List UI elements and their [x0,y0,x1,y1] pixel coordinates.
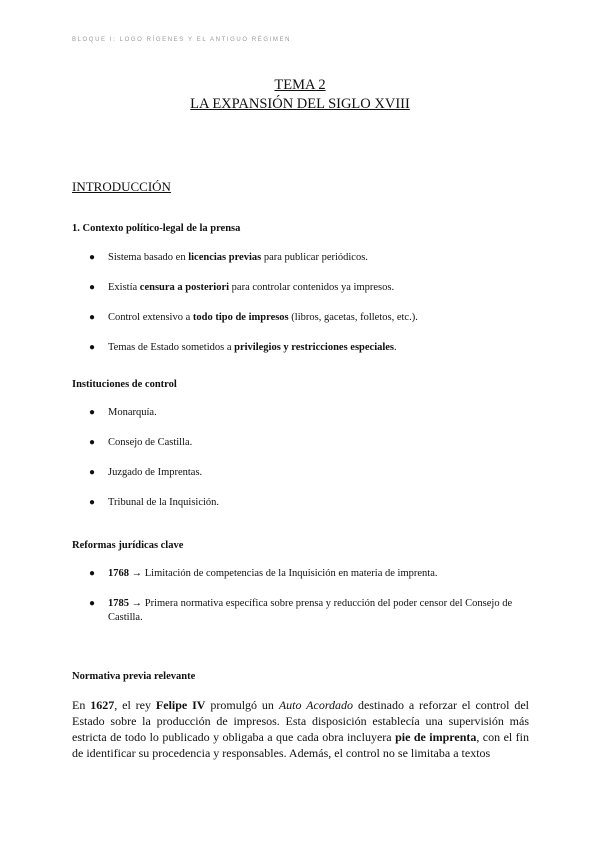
list-item: ● Sistema basado en licencias previas para publicar periódicos. [89,252,368,263]
title-line-1: TEMA 2 [274,77,326,93]
list-item: ● Temas de Estado sometidos a privilegios y restricciones especiales. [89,342,397,353]
document-title [0,76,600,114]
section1-heading: 1. Contexto político-legal de la prensa [72,223,241,234]
bullet-icon: ● [89,568,96,579]
bullet-icon: ● [89,252,96,263]
intro-heading: INTRODUCCIÓN [72,179,171,194]
section2-heading: Instituciones de control [72,379,177,390]
section3-heading: Reformas jurídicas clave [72,540,184,551]
section3-list [72,567,532,625]
bullet-icon: ● [89,282,96,293]
bullet-icon: ● [89,497,96,508]
bullet-icon: ● [89,312,96,323]
bullet-icon: ● [89,342,96,353]
list-item: ● Consejo de Castilla. [89,437,193,448]
list-item: ● Control extensivo a todo tipo de impresos (libros, gacetas, folletos, etc.). [89,312,418,323]
section2-list [72,406,532,510]
body-paragraph: En 1627, el rey Felipe IV promulgó un Auto Acordado destinado a reforzar el control del Estado sobre la producción de impresos. Esta disposición establecía una supervisión más estricta de todo lo publicado y obligaba a que cada obra incluyera pie de imprenta, con el fin de identificar su procedencia y responsables. Además, el control no se limitaba a textos [72,698,530,760]
bullet-icon: ● [89,467,96,478]
list-item: ● 1785 → Primera normativa específica sobre prensa y reducción del poder censor del Consejo de Castilla. [89,598,513,623]
list-item: ● 1768 → Limitación de competencias de la Inquisición en materia de imprenta. [89,568,438,579]
bullet-icon: ● [89,437,96,448]
list-item: ● Tribunal de la Inquisición. [89,497,220,508]
page-header: BLOQUE I: LOGO RÍGENES Y EL ANTIGUO RÉGIMEN [72,37,292,43]
section4-heading: Normativa previa relevante [72,671,196,682]
section1-list [72,251,532,355]
bullet-icon: ● [89,407,96,418]
list-item: ● Existía censura a posteriori para controlar contenidos ya impresos. [89,282,395,293]
bullet-icon: ● [89,598,96,609]
title-line-2: LA EXPANSIÓN DEL SIGLO XVIII [190,96,410,112]
list-item: ● Monarquía. [89,407,157,418]
list-item: ● Juzgado de Imprentas. [89,467,203,478]
